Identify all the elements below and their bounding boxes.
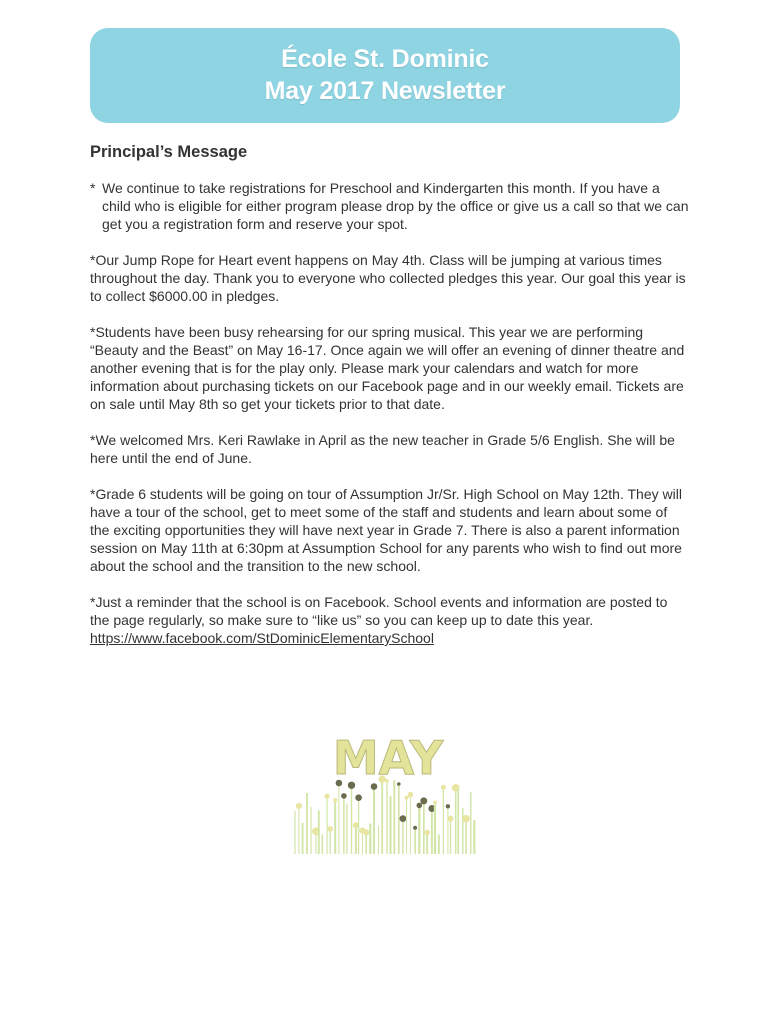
school-name: École St. Dominic [281, 45, 489, 73]
flower-stems [295, 776, 474, 855]
bullet-text: We continue to take registrations for Preschool and Kindergarten this month. If you have a child who is eligible for either program please drop by the office or give us a call so that we can get you a registration form and reserve your spot. [102, 180, 689, 232]
paragraph-musical: *Students have been busy rehearsing for our spring musical. This year we are performing “Beauty and the Beast” on May 16-17. Once again we will offer an evening of dinner theatre and another evening that is for the play only. Please mark your calendars and watch for more information about purchasing tickets on our Facebook page and in our weekly email. Tickets are on sale until May 8th so get your tickets prior to that date. [90, 324, 685, 412]
may-flower-graphic [290, 730, 480, 855]
paragraph-grade6-tour: *Grade 6 students will be going on tour of Assumption Jr/Sr. High School on May 12th. They will have a tour of the school, get to meet some of the staff and students and learn about some of the exciting opportunities they will have next year in Grade 7. There is also a parent information session on May 11th at 6:30pm at Assumption School for any parents who wish to find out more about the school and the transition to the new school. [90, 486, 682, 574]
may-word-art: MAY [332, 731, 444, 785]
paragraph-new-teacher: *We welcomed Mrs. Keri Rawlake in April as the new teacher in Grade 5/6 English. She will be here until the end of June. [90, 432, 675, 466]
registration-bullet [90, 179, 690, 233]
newsletter-title: May 2017 Newsletter [264, 77, 506, 105]
principal-message-section [90, 141, 690, 647]
section-heading: Principal’s Message [90, 143, 248, 161]
bullet-marker: * [90, 180, 96, 196]
paragraph-facebook: *Just a reminder that the school is on Facebook. School events and information are posted to the page regularly, so make sure to “like us” so you can keep up to date this year. [90, 594, 668, 628]
paragraph-jump-rope: *Our Jump Rope for Heart event happens on May 4th. Class will be jumping at various times throughout the day. Thank you to everyone who collected pledges this year. Our goal this year is to collect $6000.00 in pledges. [90, 252, 686, 304]
newsletter-banner [90, 28, 680, 123]
facebook-link[interactable]: https://www.facebook.com/StDominicElementarySchool [90, 630, 434, 646]
